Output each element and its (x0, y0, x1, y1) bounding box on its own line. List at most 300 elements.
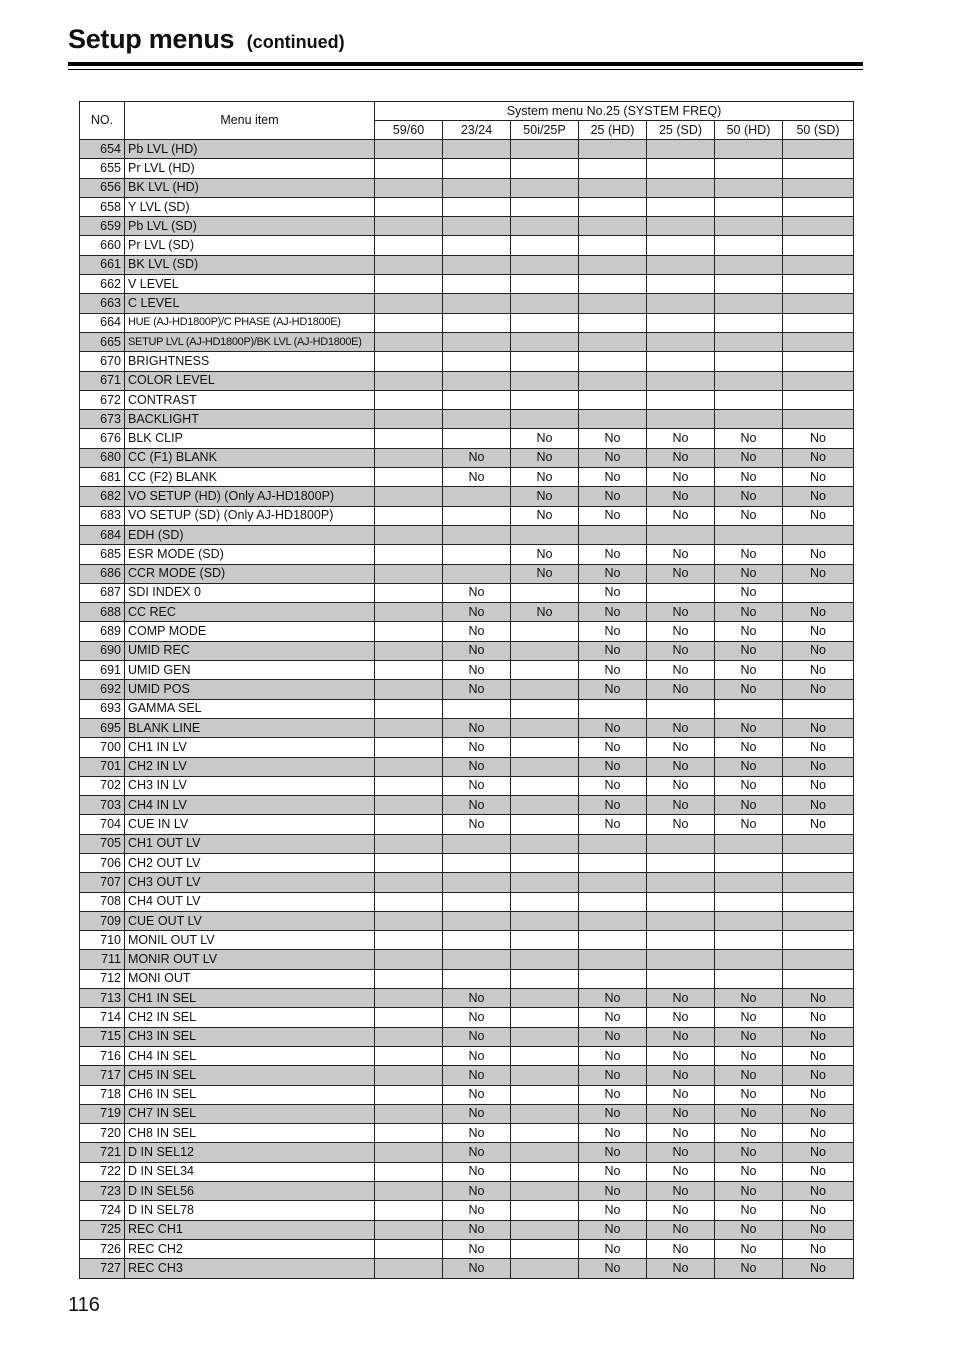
freq-value-cell (511, 197, 579, 216)
menu-number-cell: 716 (80, 1046, 125, 1065)
column-header-system-freq: System menu No.25 (SYSTEM FREQ) (375, 102, 854, 121)
freq-value-cell: No (715, 1027, 783, 1046)
freq-value-cell (715, 332, 783, 351)
freq-value-cell (579, 197, 647, 216)
freq-value-cell: No (579, 680, 647, 699)
menu-item-cell: Pr LVL (SD) (125, 236, 375, 255)
table-row (80, 815, 854, 834)
freq-value-cell: No (715, 661, 783, 680)
table-row (80, 294, 854, 313)
freq-value-cell (375, 622, 443, 641)
freq-value-cell (647, 275, 715, 294)
menu-number-cell: 689 (80, 622, 125, 641)
table-row (80, 1162, 854, 1181)
freq-value-cell (443, 969, 511, 988)
freq-value-cell (511, 1008, 579, 1027)
freq-value-cell (715, 352, 783, 371)
table-row (80, 390, 854, 409)
menu-item-cell: CH1 IN LV (125, 738, 375, 757)
freq-value-cell (375, 410, 443, 429)
menu-item-cell: VO SETUP (SD) (Only AJ-HD1800P) (125, 506, 375, 525)
freq-value-cell: No (783, 603, 854, 622)
freq-value-cell (647, 352, 715, 371)
menu-item-cell: CH1 IN SEL (125, 989, 375, 1008)
freq-value-cell: No (783, 1066, 854, 1085)
freq-value-cell: No (647, 1027, 715, 1046)
freq-value-cell (375, 1220, 443, 1239)
freq-value-cell: No (579, 989, 647, 1008)
freq-value-cell: No (579, 738, 647, 757)
freq-value-cell: No (647, 487, 715, 506)
freq-value-cell (647, 217, 715, 236)
freq-value-cell: No (647, 1259, 715, 1278)
freq-value-cell (511, 661, 579, 680)
freq-value-cell (647, 255, 715, 274)
table-row (80, 1220, 854, 1239)
menu-item-cell: BK LVL (SD) (125, 255, 375, 274)
freq-value-cell (375, 371, 443, 390)
freq-value-cell: No (647, 622, 715, 641)
freq-value-cell (647, 294, 715, 313)
freq-value-cell: No (783, 738, 854, 757)
freq-value-cell (647, 159, 715, 178)
freq-value-cell: No (715, 448, 783, 467)
menu-item-cell: BLK CLIP (125, 429, 375, 448)
freq-value-cell: No (647, 641, 715, 660)
table-row (80, 796, 854, 815)
freq-value-cell: No (715, 1085, 783, 1104)
table-row (80, 178, 854, 197)
menu-number-cell: 690 (80, 641, 125, 660)
freq-value-cell (579, 410, 647, 429)
freq-value-cell (443, 410, 511, 429)
menu-item-cell: SETUP LVL (AJ-HD1800P)/BK LVL (AJ-HD1800E) (125, 332, 375, 351)
freq-value-cell (783, 178, 854, 197)
freq-value-cell: No (783, 429, 854, 448)
freq-value-cell: No (783, 487, 854, 506)
freq-value-cell: No (647, 796, 715, 815)
freq-value-cell: No (579, 583, 647, 602)
freq-value-cell: No (647, 506, 715, 525)
freq-value-cell: No (579, 564, 647, 583)
freq-value-cell: No (579, 429, 647, 448)
menu-number-cell: 655 (80, 159, 125, 178)
freq-value-cell (511, 1143, 579, 1162)
freq-value-cell (579, 525, 647, 544)
freq-value-cell (511, 1162, 579, 1181)
freq-value-cell (783, 236, 854, 255)
freq-value-cell (511, 255, 579, 274)
column-header-freq: 25 (SD) (647, 121, 715, 140)
freq-value-cell (443, 159, 511, 178)
freq-value-cell (443, 892, 511, 911)
freq-value-cell (375, 796, 443, 815)
freq-value-cell: No (511, 545, 579, 564)
freq-value-cell (511, 1027, 579, 1046)
menu-number-cell: 684 (80, 525, 125, 544)
freq-value-cell (375, 468, 443, 487)
freq-value-cell (375, 1066, 443, 1085)
freq-value-cell: No (647, 680, 715, 699)
menu-number-cell: 708 (80, 892, 125, 911)
freq-value-cell (715, 892, 783, 911)
table-row (80, 255, 854, 274)
menu-number-cell: 665 (80, 332, 125, 351)
menu-number-cell: 676 (80, 429, 125, 448)
freq-value-cell (647, 969, 715, 988)
menu-number-cell: 671 (80, 371, 125, 390)
freq-value-cell: No (715, 1066, 783, 1085)
table-row (80, 757, 854, 776)
freq-value-cell (511, 1239, 579, 1258)
menu-item-cell: CUE IN LV (125, 815, 375, 834)
freq-value-cell: No (647, 1143, 715, 1162)
menu-item-cell: D IN SEL78 (125, 1201, 375, 1220)
freq-value-cell (579, 255, 647, 274)
menu-number-cell: 658 (80, 197, 125, 216)
freq-value-cell: No (715, 815, 783, 834)
freq-value-cell (715, 390, 783, 409)
freq-value-cell: No (443, 1124, 511, 1143)
menu-item-cell: CH2 IN LV (125, 757, 375, 776)
freq-value-cell (783, 159, 854, 178)
freq-value-cell (375, 1124, 443, 1143)
menu-number-cell: 683 (80, 506, 125, 525)
menu-number-cell: 710 (80, 931, 125, 950)
freq-value-cell (715, 255, 783, 274)
freq-value-cell (375, 583, 443, 602)
table-row (80, 718, 854, 737)
freq-value-cell (579, 390, 647, 409)
freq-value-cell (375, 545, 443, 564)
menu-number-cell: 713 (80, 989, 125, 1008)
freq-value-cell: No (579, 603, 647, 622)
freq-value-cell (511, 853, 579, 872)
freq-value-cell: No (783, 468, 854, 487)
freq-value-cell: No (443, 1085, 511, 1104)
freq-value-cell: No (579, 815, 647, 834)
freq-value-cell (375, 911, 443, 930)
menu-number-cell: 693 (80, 699, 125, 718)
freq-value-cell (443, 371, 511, 390)
freq-value-cell (511, 892, 579, 911)
freq-value-cell: No (579, 622, 647, 641)
freq-value-cell: No (715, 1220, 783, 1239)
column-header-freq: 23/24 (443, 121, 511, 140)
menu-number-cell: 703 (80, 796, 125, 815)
freq-value-cell (715, 853, 783, 872)
freq-value-cell: No (647, 1046, 715, 1065)
freq-value-cell: No (715, 1008, 783, 1027)
freq-value-cell: No (579, 1124, 647, 1143)
freq-value-cell (511, 622, 579, 641)
freq-value-cell: No (579, 1259, 647, 1278)
freq-value-cell (443, 911, 511, 930)
menu-number-cell: 654 (80, 140, 125, 159)
freq-value-cell (511, 178, 579, 197)
freq-value-cell: No (443, 680, 511, 699)
freq-value-cell (579, 853, 647, 872)
freq-value-cell: No (443, 796, 511, 815)
freq-value-cell: No (715, 564, 783, 583)
freq-value-cell: No (715, 1201, 783, 1220)
freq-value-cell: No (647, 1239, 715, 1258)
freq-value-cell (783, 525, 854, 544)
freq-value-cell (511, 950, 579, 969)
freq-value-cell (443, 197, 511, 216)
freq-value-cell (443, 699, 511, 718)
freq-value-cell: No (647, 429, 715, 448)
column-header-menu-item: Menu item (125, 102, 375, 140)
freq-value-cell (715, 873, 783, 892)
freq-value-cell (443, 873, 511, 892)
freq-value-cell: No (715, 718, 783, 737)
menu-item-cell: UMID POS (125, 680, 375, 699)
menu-number-cell: 681 (80, 468, 125, 487)
menu-number-cell: 701 (80, 757, 125, 776)
freq-value-cell: No (579, 545, 647, 564)
freq-value-cell (579, 159, 647, 178)
freq-value-cell (511, 525, 579, 544)
title-rule-thin (68, 69, 863, 70)
freq-value-cell: No (443, 1201, 511, 1220)
table-row (80, 680, 854, 699)
freq-value-cell (715, 217, 783, 236)
freq-value-cell (715, 197, 783, 216)
freq-value-cell (715, 236, 783, 255)
freq-value-cell: No (715, 776, 783, 795)
freq-value-cell: No (579, 1201, 647, 1220)
table-row (80, 738, 854, 757)
menu-number-cell: 662 (80, 275, 125, 294)
freq-value-cell: No (715, 1239, 783, 1258)
freq-value-cell (783, 197, 854, 216)
freq-value-cell: No (783, 1259, 854, 1278)
freq-value-cell (375, 525, 443, 544)
freq-value-cell (375, 197, 443, 216)
column-header-freq: 59/60 (375, 121, 443, 140)
freq-value-cell (443, 236, 511, 255)
table-row (80, 1085, 854, 1104)
table-row (80, 448, 854, 467)
table-row (80, 583, 854, 602)
freq-value-cell (511, 1085, 579, 1104)
freq-value-cell (375, 1259, 443, 1278)
menu-number-cell: 724 (80, 1201, 125, 1220)
freq-value-cell (783, 217, 854, 236)
freq-value-cell (579, 275, 647, 294)
menu-item-cell: CCR MODE (SD) (125, 564, 375, 583)
freq-value-cell: No (783, 1162, 854, 1181)
freq-value-cell: No (579, 661, 647, 680)
freq-value-cell (375, 1201, 443, 1220)
freq-value-cell: No (579, 757, 647, 776)
menu-number-cell: 656 (80, 178, 125, 197)
menu-number-cell: 688 (80, 603, 125, 622)
freq-value-cell (647, 236, 715, 255)
freq-value-cell (375, 506, 443, 525)
freq-value-cell (511, 911, 579, 930)
table-row (80, 236, 854, 255)
freq-value-cell (375, 603, 443, 622)
freq-value-cell: No (511, 487, 579, 506)
freq-value-cell: No (579, 641, 647, 660)
menu-item-cell: CH3 IN SEL (125, 1027, 375, 1046)
freq-value-cell (783, 390, 854, 409)
freq-value-cell: No (715, 468, 783, 487)
menu-item-cell: CUE OUT LV (125, 911, 375, 930)
freq-value-cell (375, 429, 443, 448)
freq-value-cell: No (647, 564, 715, 583)
freq-value-cell (511, 796, 579, 815)
freq-value-cell (715, 699, 783, 718)
freq-value-cell: No (783, 1085, 854, 1104)
column-header-freq: 50 (HD) (715, 121, 783, 140)
freq-value-cell (375, 815, 443, 834)
table-row (80, 1104, 854, 1123)
menu-item-cell: CH2 OUT LV (125, 853, 375, 872)
freq-value-cell: No (443, 757, 511, 776)
freq-value-cell (715, 275, 783, 294)
freq-value-cell: No (783, 1008, 854, 1027)
freq-value-cell: No (647, 603, 715, 622)
freq-value-cell (579, 969, 647, 988)
menu-item-cell: COMP MODE (125, 622, 375, 641)
freq-value-cell: No (647, 1104, 715, 1123)
freq-value-cell (511, 294, 579, 313)
menu-item-cell: CH4 OUT LV (125, 892, 375, 911)
table-row (80, 352, 854, 371)
menu-item-cell: UMID REC (125, 641, 375, 660)
freq-value-cell (715, 834, 783, 853)
freq-value-cell (443, 564, 511, 583)
menu-number-cell: 719 (80, 1104, 125, 1123)
freq-value-cell: No (783, 815, 854, 834)
freq-value-cell: No (647, 1162, 715, 1181)
table-row (80, 371, 854, 390)
table-row (80, 950, 854, 969)
menu-item-cell: Pb LVL (SD) (125, 217, 375, 236)
freq-value-cell (715, 294, 783, 313)
freq-value-cell: No (647, 468, 715, 487)
freq-value-cell (511, 776, 579, 795)
freq-value-cell: No (783, 776, 854, 795)
freq-value-cell: No (579, 776, 647, 795)
freq-value-cell (647, 140, 715, 159)
table-row (80, 1066, 854, 1085)
table-row (80, 911, 854, 930)
freq-value-cell (375, 564, 443, 583)
menu-item-cell: VO SETUP (HD) (Only AJ-HD1800P) (125, 487, 375, 506)
menu-item-cell: UMID GEN (125, 661, 375, 680)
menu-item-cell: COLOR LEVEL (125, 371, 375, 390)
freq-value-cell (443, 275, 511, 294)
freq-value-cell: No (715, 622, 783, 641)
freq-value-cell: No (647, 815, 715, 834)
menu-number-cell: 673 (80, 410, 125, 429)
freq-value-cell (715, 178, 783, 197)
menu-number-cell: 723 (80, 1182, 125, 1201)
menu-number-cell: 707 (80, 873, 125, 892)
freq-value-cell (647, 371, 715, 390)
freq-value-cell (579, 371, 647, 390)
freq-value-cell (647, 178, 715, 197)
freq-value-cell: No (579, 796, 647, 815)
freq-value-cell (375, 255, 443, 274)
menu-number-cell: 706 (80, 853, 125, 872)
freq-value-cell (647, 332, 715, 351)
freq-value-cell (511, 1220, 579, 1239)
freq-value-cell: No (443, 661, 511, 680)
freq-value-cell: No (443, 1104, 511, 1123)
freq-value-cell: No (715, 1046, 783, 1065)
freq-value-cell: No (511, 603, 579, 622)
freq-value-cell (375, 989, 443, 1008)
menu-number-cell: 726 (80, 1239, 125, 1258)
freq-value-cell (511, 1201, 579, 1220)
freq-value-cell (443, 255, 511, 274)
freq-value-cell: No (511, 506, 579, 525)
freq-value-cell (511, 1259, 579, 1278)
freq-value-cell (783, 313, 854, 332)
menu-number-cell: 695 (80, 718, 125, 737)
freq-value-cell: No (443, 583, 511, 602)
freq-value-cell: No (443, 1220, 511, 1239)
freq-value-cell (715, 950, 783, 969)
table-row (80, 622, 854, 641)
menu-number-cell: 685 (80, 545, 125, 564)
table-row (80, 140, 854, 159)
freq-value-cell: No (647, 776, 715, 795)
freq-value-cell: No (647, 1124, 715, 1143)
freq-value-cell: No (783, 989, 854, 1008)
table-row (80, 217, 854, 236)
menu-number-cell: 691 (80, 661, 125, 680)
freq-value-cell (511, 969, 579, 988)
freq-value-cell (511, 757, 579, 776)
menu-item-cell: CH4 IN LV (125, 796, 375, 815)
menu-item-cell: V LEVEL (125, 275, 375, 294)
freq-value-cell (715, 371, 783, 390)
freq-value-cell (375, 950, 443, 969)
freq-value-cell: No (443, 776, 511, 795)
menu-number-cell: 686 (80, 564, 125, 583)
freq-value-cell (511, 410, 579, 429)
freq-value-cell (443, 332, 511, 351)
menu-item-cell: D IN SEL34 (125, 1162, 375, 1181)
menu-number-cell: 725 (80, 1220, 125, 1239)
freq-value-cell (783, 352, 854, 371)
freq-value-cell: No (783, 564, 854, 583)
freq-value-cell (375, 1182, 443, 1201)
freq-value-cell: No (443, 641, 511, 660)
menu-item-cell: CH6 IN SEL (125, 1085, 375, 1104)
freq-value-cell (647, 931, 715, 950)
menu-number-cell: 717 (80, 1066, 125, 1085)
freq-value-cell: No (443, 1027, 511, 1046)
freq-value-cell (443, 834, 511, 853)
freq-value-cell (511, 1124, 579, 1143)
freq-value-cell (579, 294, 647, 313)
freq-value-cell: No (647, 1085, 715, 1104)
freq-value-cell (783, 294, 854, 313)
freq-value-cell (647, 834, 715, 853)
menu-number-cell: 680 (80, 448, 125, 467)
freq-value-cell (579, 892, 647, 911)
menu-item-cell: BK LVL (HD) (125, 178, 375, 197)
freq-value-cell (647, 853, 715, 872)
freq-value-cell (443, 313, 511, 332)
